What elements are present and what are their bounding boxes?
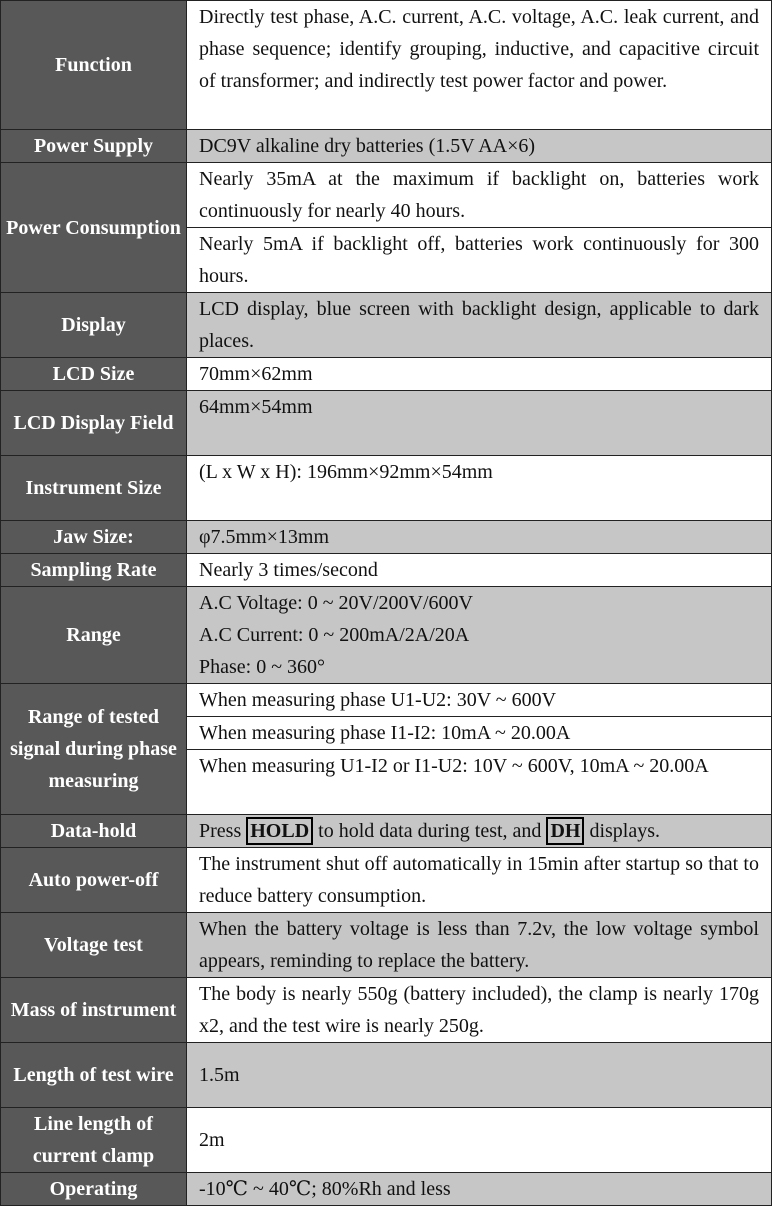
table-row (1, 130, 772, 163)
row-label: Mass of instrument (1, 978, 187, 1043)
row-value: The body is nearly 550g (battery included), the clamp is nearly 170g x2, and the test wire is nearly 250g. (187, 978, 772, 1043)
row-value (187, 587, 772, 684)
row-value: DC9V alkaline dry batteries (1.5V AA×6) (187, 130, 772, 163)
row-value: 1.5m (187, 1043, 772, 1108)
row-value: When the battery voltage is less than 7.2v, the low voltage symbol appears, reminding to replace the battery. (187, 913, 772, 978)
table-row (1, 848, 772, 913)
range-voltage: A.C Voltage: 0 ~ 20V/200V/600V (199, 592, 473, 614)
table-row (1, 815, 772, 848)
hold-key-label: HOLD (246, 817, 313, 845)
table-row (1, 554, 772, 587)
dh-indicator-label: DH (546, 817, 584, 845)
row-label: Power Supply (1, 130, 187, 163)
row-label: Range of tested signal during phase measuring (1, 684, 187, 815)
table-row (1, 684, 772, 717)
row-label: Function (1, 1, 187, 130)
row-label: LCD Display Field (1, 391, 187, 456)
row-value: When measuring phase U1-U2: 30V ~ 600V (187, 684, 772, 717)
table-row (1, 1, 772, 130)
row-value (187, 815, 772, 848)
table-row (1, 358, 772, 391)
row-label: Power Consumption (1, 163, 187, 293)
row-value: LCD display, blue screen with backlight design, applicable to dark places. (187, 293, 772, 358)
data-hold-mid: to hold data during test, and (313, 820, 547, 842)
row-label: LCD Size (1, 358, 187, 391)
row-value: 70mm×62mm (187, 358, 772, 391)
row-value: Nearly 35mA at the maximum if backlight on, batteries work continuously for nearly 40 hours. (187, 163, 772, 228)
row-label: Line length of current clamp (1, 1108, 187, 1173)
row-value: (L x W x H): 196mm×92mm×54mm (187, 456, 772, 521)
row-label: Data-hold (1, 815, 187, 848)
row-label: Range (1, 587, 187, 684)
table-row (1, 521, 772, 554)
table-row (1, 978, 772, 1043)
table-row (1, 1108, 772, 1173)
row-label: Jaw Size: (1, 521, 187, 554)
row-value: When measuring U1-I2 or I1-U2: 10V ~ 600V, 10mA ~ 20.00A (187, 750, 772, 815)
table-row (1, 587, 772, 684)
row-label: Voltage test (1, 913, 187, 978)
data-hold-post: displays. (584, 820, 660, 842)
row-value: -10℃ ~ 40℃; 80%Rh and less (187, 1173, 772, 1206)
row-value: When measuring phase I1-I2: 10mA ~ 20.00A (187, 717, 772, 750)
range-current: A.C Current: 0 ~ 200mA/2A/20A (199, 624, 470, 646)
row-label: Display (1, 293, 187, 358)
row-value: 2m (187, 1108, 772, 1173)
row-label: Auto power-off (1, 848, 187, 913)
table-row (1, 1173, 772, 1206)
table-row (1, 913, 772, 978)
row-label: Sampling Rate (1, 554, 187, 587)
table-row (1, 456, 772, 521)
row-label: Length of test wire (1, 1043, 187, 1108)
row-label: Operating (1, 1173, 187, 1206)
row-value: φ7.5mm×13mm (187, 521, 772, 554)
table-row (1, 391, 772, 456)
table-row (1, 1043, 772, 1108)
row-value: 64mm×54mm (187, 391, 772, 456)
row-value: The instrument shut off automatically in 15min after startup so that to reduce battery consumption. (187, 848, 772, 913)
table-row (1, 163, 772, 228)
row-value: Nearly 5mA if backlight off, batteries work continuously for 300 hours. (187, 228, 772, 293)
range-phase: Phase: 0 ~ 360° (199, 656, 326, 678)
table-row (1, 293, 772, 358)
row-label: Instrument Size (1, 456, 187, 521)
data-hold-pre: Press (199, 820, 247, 842)
row-value: Directly test phase, A.C. current, A.C. voltage, A.C. leak current, and phase sequence; identify grouping, inductive, and capacitive circuit of transformer; and indirectly test power factor and power. (187, 1, 772, 130)
row-value: Nearly 3 times/second (187, 554, 772, 587)
